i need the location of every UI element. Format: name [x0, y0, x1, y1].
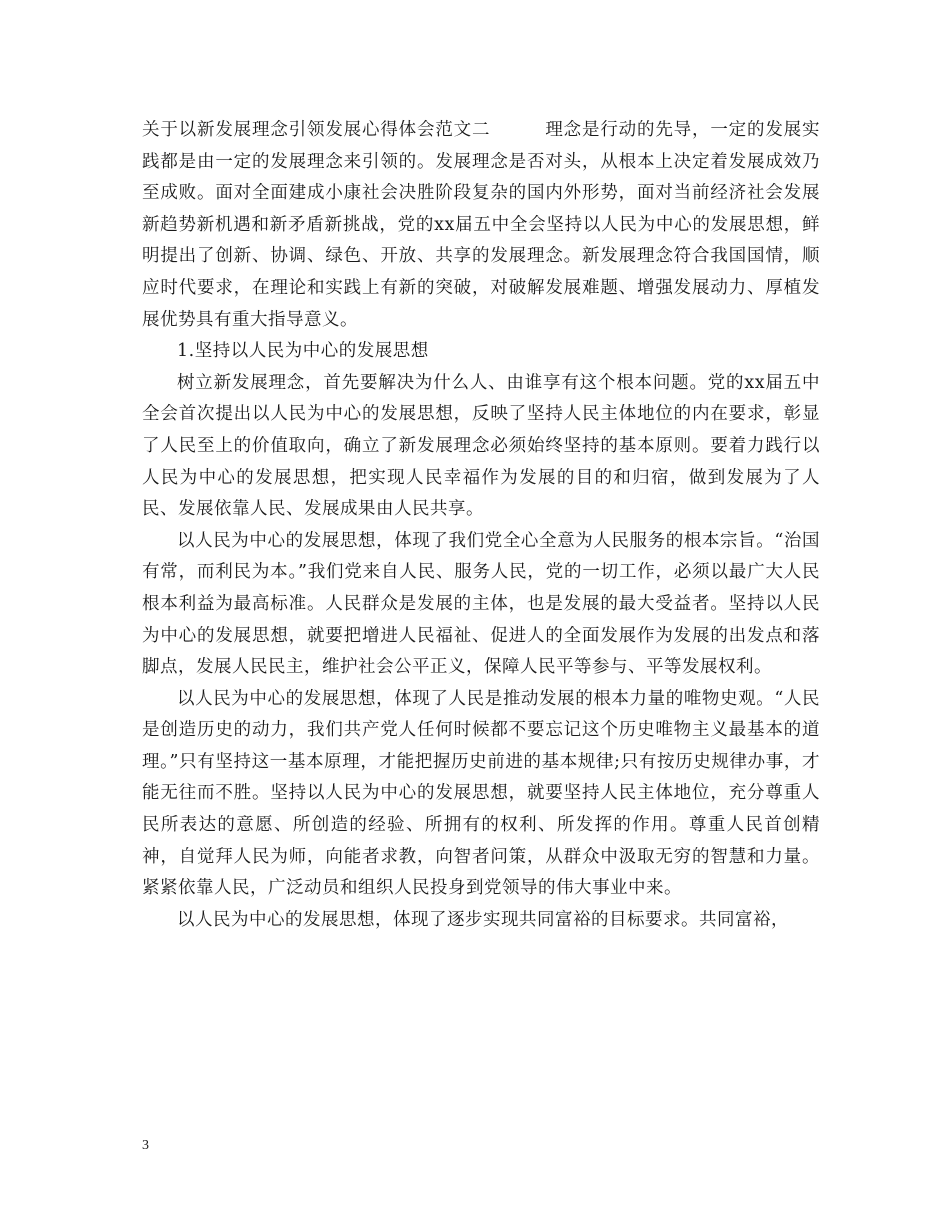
section-heading: 1.坚持以人民为中心的发展思想: [177, 341, 429, 362]
document-body: [142, 115, 820, 936]
paragraph-body: 以人民为中心的发展思想，体现了逐步实现共同富裕的目标要求。共同富裕，: [177, 909, 789, 930]
paragraph-intro: 关于以新发展理念引领发展心得体会范文二 理念是行动的先导，一定的发展实践都是由一定的发展理念来引领的。发展理念是否对头，从根本上决定着发展成效乃至成败。面对全面建成小康社会决胜阶段复杂的国内外形势，面对当前经济社会发展新趋势新机遇和新矛盾新挑战，党的xx届五中全会坚持以人民为中心的发展思想，鲜明提出了创新、协调、绿色、开放、共享的发展理念。新发展理念符合我国国情，顺应时代要求，在理论和实践上有新的突破，对破解发展难题、增强发展动力、厚植发展优势具有重大指导意义。: [142, 120, 820, 330]
paragraph-body: 树立新发展理念，首先要解决为什么人、由谁享有这个根本问题。党的xx届五中全会首次提出以人民为中心的发展思想，反映了坚持人民主体地位的内在要求，彰显了人民至上的价值取向，确立了新发展理念必须始终坚持的基本原则。要着力践行以人民为中心的发展思想，把实现人民幸福作为发展的目的和归宿，做到发展为了人民、发展依靠人民、发展成果由人民共享。: [142, 372, 820, 520]
paragraph-body: 以人民为中心的发展思想，体现了人民是推动发展的根本力量的唯物史观。“人民是创造历史的动力，我们共产党人任何时候都不要忘记这个历史唯物主义最基本的道理。”只有坚持这一基本原理，才能把握历史前进的基本规律;只有按历史规律办事，才能无往而不胜。坚持以人民为中心的发展思想，就要坚持人民主体地位，充分尊重人民所表达的意愿、所创造的经验、所拥有的权利、所发挥的作用。尊重人民首创精神，自觉拜人民为师，向能者求教，向智者问策，从群众中汲取无穷的智慧和力量。紧紧依靠人民，广泛动员和组织人民投身到党领导的伟大事业中来。: [142, 688, 820, 899]
page-number: 3: [142, 1138, 149, 1153]
paragraph-body: 以人民为中心的发展思想，体现了我们党全心全意为人民服务的根本宗旨。“治国有常，而利民为本。”我们党来自人民、服务人民，党的一切工作，必须以最广大人民根本利益为最高标准。人民群众是发展的主体，也是发展的最大受益者。坚持以人民为中心的发展思想，就要把增进人民福祉、促进人的全面发展作为发展的出发点和落脚点，发展人民民主，维护社会公平正义，保障人民平等参与、平等发展权利。: [142, 530, 820, 678]
